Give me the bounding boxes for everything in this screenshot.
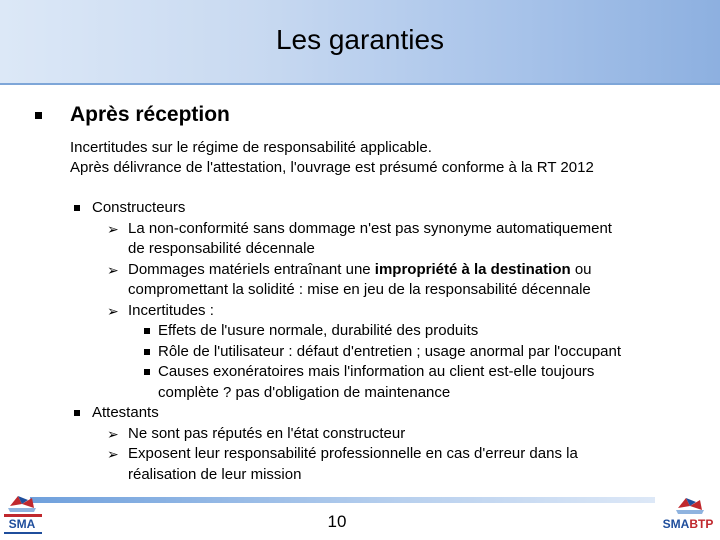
emphasis-text: impropriété à la destination [374, 260, 571, 278]
list-item-attestants [70, 403, 700, 424]
list-item-continuation: de responsabilité décennale [128, 240, 315, 257]
sub-list-item [70, 342, 700, 363]
square-bullet-icon [35, 112, 42, 119]
sub-list-item-text: Effets de l'usure normale, durabilité des produits [158, 322, 479, 339]
sub-list-item-continuation: complète ? pas d'obligation de maintenance [158, 383, 451, 401]
smabtp-logo-text [663, 517, 714, 531]
sub-list-item [70, 321, 700, 342]
list-item-text: Exposent leur responsabilité professionnelle en cas d'erreur dans la [128, 445, 578, 462]
sub-list-item-text: Causes exonératoires mais l'information au client est-elle toujours [158, 363, 595, 380]
sub-list-item-text: Rôle de l'utilisateur : défaut d'entretien ; usage anormal par l'occupant [158, 342, 622, 360]
list-item-text: ou [570, 260, 592, 278]
section-heading-text: Après réception [70, 103, 230, 126]
list-item-label: Attestants [92, 404, 159, 421]
square-bullet-icon [144, 328, 150, 334]
arrow-bullet-icon: ➢ [107, 220, 119, 237]
smabtp-logo-prefix: SMA [662, 517, 690, 531]
list-item [70, 424, 700, 445]
square-bullet-icon [74, 410, 80, 416]
list-item [70, 444, 700, 465]
list-item-text: Ne sont pas réputés en l'état constructeur [128, 424, 406, 442]
list-item-continuation: compromettant la solidité : mise en jeu de la responsabilité décennale [128, 281, 591, 298]
intro-line-1: Incertitudes sur le régime de responsabilité applicable. [70, 139, 432, 156]
square-bullet-icon [144, 369, 150, 375]
square-bullet-icon [144, 349, 150, 355]
sub-list-item [70, 362, 700, 383]
intro-line-2: Après délivrance de l'attestation, l'ouvrage est présumé conforme à la RT 2012 [70, 159, 594, 176]
arrow-bullet-icon: ➢ [107, 261, 119, 278]
arrow-bullet-icon: ➢ [107, 446, 119, 462]
list-item [70, 301, 700, 322]
list-item [70, 219, 700, 240]
bullet-list [70, 198, 700, 485]
smabtp-logo [660, 496, 716, 536]
title-divider [0, 83, 720, 85]
list-item-text: La non-conformité sans dommage n'est pas synonyme automatiquement [128, 219, 612, 237]
arrow-bullet-icon: ➢ [107, 302, 119, 319]
list-item-text: Dommages matériels entraînant une [128, 260, 375, 278]
square-bullet-icon [74, 205, 80, 211]
page-number: 10 [327, 512, 347, 531]
list-item-continuation: réalisation de leur mission [128, 465, 302, 483]
sma-logo [2, 492, 48, 538]
arrow-bullet-icon: ➢ [107, 425, 119, 442]
list-item-label: Constructeurs [92, 199, 186, 216]
list-item-constructeurs [70, 198, 700, 219]
list-item-text: Incertitudes : [128, 301, 214, 319]
sma-logo-text: SMA [8, 517, 36, 531]
smabtp-logo-suffix: BTP [689, 517, 714, 531]
slide-title: Les garanties [275, 24, 445, 55]
intro-text [70, 138, 594, 178]
list-item [70, 260, 700, 281]
footer-divider [30, 497, 655, 503]
